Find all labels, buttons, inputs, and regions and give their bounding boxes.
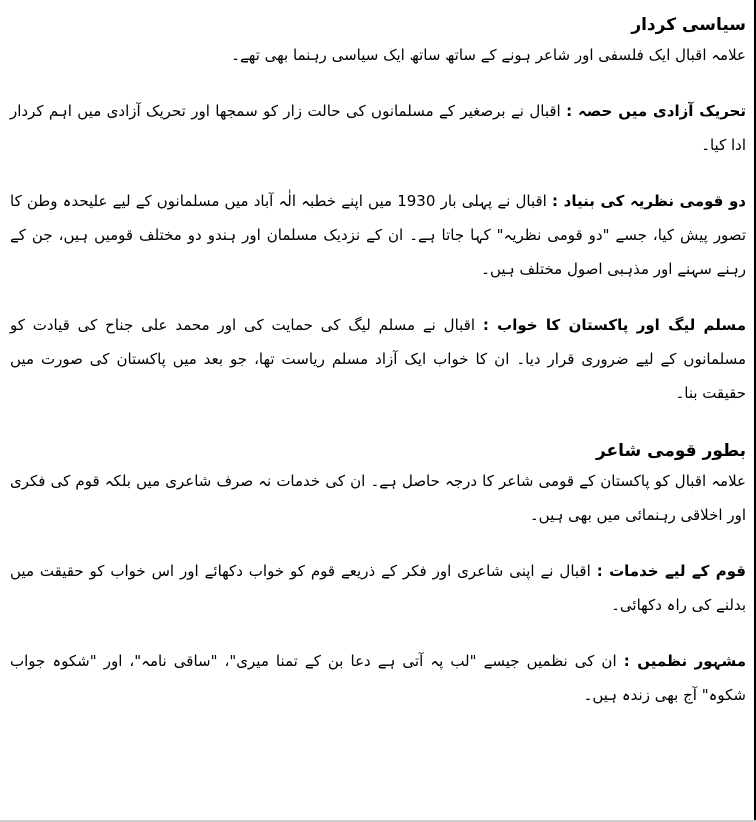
paragraph-text: اقبال نے اپنی شاعری اور فکر کے ذریعے قوم کو خواب دکھائے اور اس خواب کو حقیقت میں بدلنے کی راہ دکھائی۔ (10, 562, 746, 614)
paragraph-text: علامہ اقبال ایک فلسفی اور شاعر ہونے کے ساتھ ساتھ ایک سیاسی رہنما بھی تھے۔ (231, 46, 746, 64)
paragraph-muslim-league-dream (10, 308, 746, 410)
paragraph-intro-national-poet (10, 464, 746, 532)
paragraph-services-to-nation (10, 554, 746, 622)
paragraph-text: اقبال نے برصغیر کے مسلمانوں کی حالت زار کو سمجھا اور تحریک آزادی میں اہم کردار ادا کیا۔ (10, 102, 746, 154)
paragraph-lead: مسلم لیگ اور پاکستان کا خواب : (482, 316, 746, 334)
paragraph-lead: تحریک آزادی میں حصہ : (566, 102, 746, 120)
paragraph-lead: دو قومی نظریہ کی بنیاد : (552, 192, 746, 210)
paragraph-lead: مشہور نظمیں : (623, 652, 746, 670)
paragraph-lead: قوم کے لیے خدمات : (596, 562, 746, 580)
paragraph-text: اقبال نے مسلم لیگ کی حمایت کی اور محمد علی جناح کی قیادت کو مسلمانوں کے لیے ضروری قرار دیا۔ ان کا خواب ایک آزاد مسلم ریاست تھا، جو بعد میں پاکستان کی صورت میں حقیقت بنا۔ (10, 316, 746, 402)
section-heading-national-poet: بطور قومی شاعر (595, 441, 746, 461)
paragraph-intro-political (10, 38, 746, 72)
paragraph-famous-poems (10, 644, 746, 712)
paragraph-text: ان کی نظمیں جیسے "لب پہ آتی ہے دعا بن کے تمنا میری"، "ساقی نامہ"، اور "شکوہ جواب شکوہ" آج بھی زندہ ہیں۔ (10, 652, 746, 704)
paragraph-text: اقبال نے پہلی بار 1930 میں اپنے خطبہ الٰہ آباد میں مسلمانوں کے لیے علیحدہ وطن کا تصور پیش کیا، جسے "دو قومی نظریہ" کہا جاتا ہے۔ ان کے نزدیک مسلمان اور ہندو دو مختلف قومیں ہیں، جن کے رہنے سہنے اور مذہبی اصول مختلف ہیں۔ (10, 192, 746, 278)
paragraph-freedom-movement (10, 94, 746, 162)
section-heading-political-role: سیاسی کردار (631, 15, 746, 35)
paragraph-text: علامہ اقبال کو پاکستان کے قومی شاعر کا درجہ حاصل ہے۔ ان کی خدمات نہ صرف شاعری میں بلکہ قوم کی فکری اور اخلاقی رہنمائی میں بھی ہیں۔ (10, 472, 746, 524)
paragraph-two-nation-theory (10, 184, 746, 286)
